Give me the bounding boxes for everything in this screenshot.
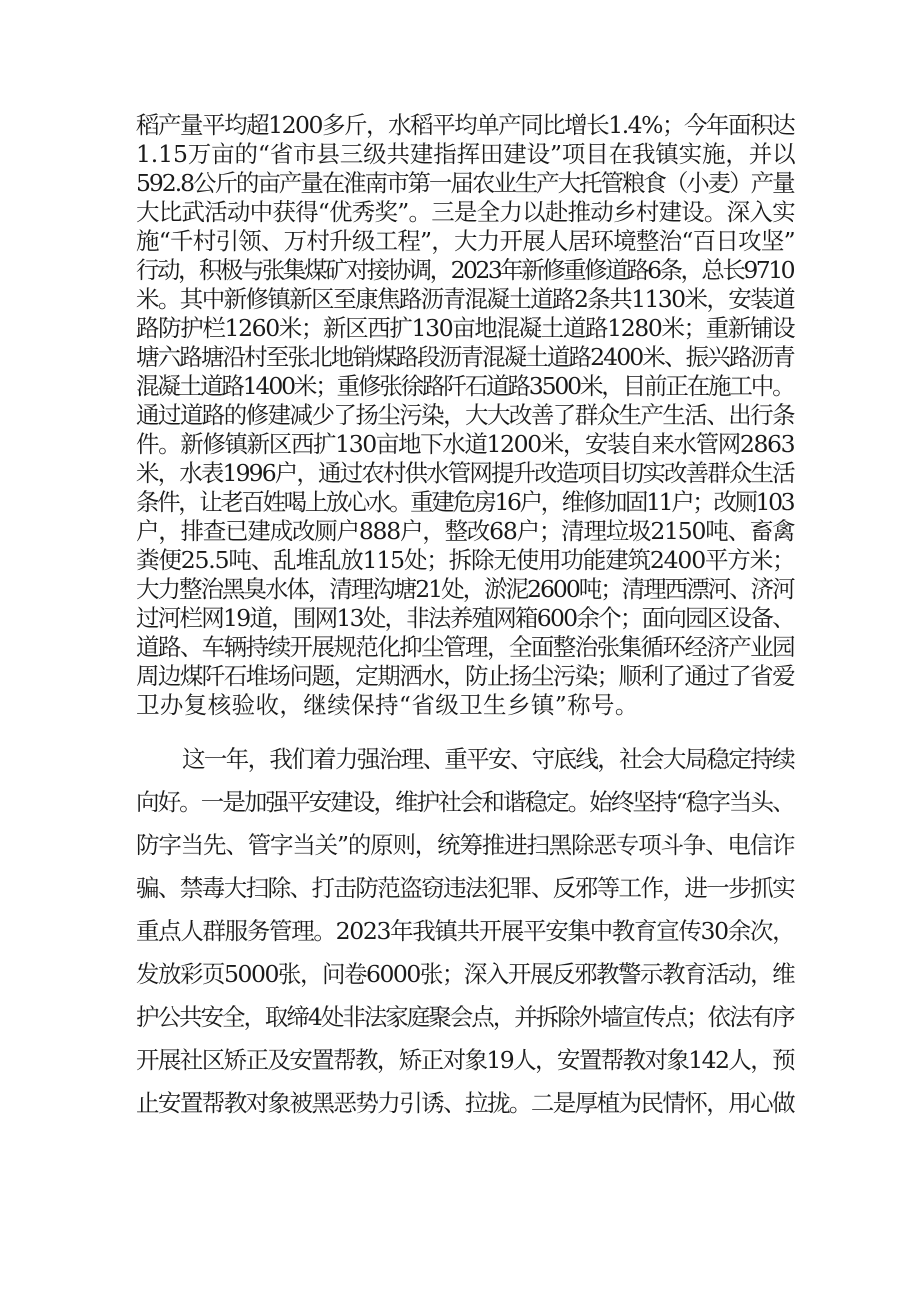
text-line: 施“千村引领、万村升级工程”，大力开展人居环境整治“百日攻坚” bbox=[136, 227, 795, 255]
text-line: 条件，让老百姓喝上放心水。重建危房16户，维修加固11户；改厕103 bbox=[136, 488, 794, 516]
text-line: 这一年，我们着力强治理、重平安、守底线，社会大局稳定持续 bbox=[182, 745, 794, 773]
text-line: 稻产量平均超1200多斤，水稻平均单产同比增长1.4%；今年面积达 bbox=[136, 111, 795, 139]
text-line: 重点人群服务管理。2023年我镇共开展平安集中教育宣传30余次， bbox=[136, 917, 795, 945]
text-line: 件。新修镇新区西扩130亩地下水道1200米，安装自来水管网2863 bbox=[136, 430, 795, 458]
text-line: 过河栏网19道，围网13处，非法养殖网箱600余个；面向园区设备、 bbox=[136, 604, 794, 632]
text-line: 开展社区矫正及安置帮教，矫正对象19人，安置帮教对象142人，预 bbox=[136, 1046, 794, 1074]
text-line: 路防护栏1260米；新区西扩130亩地混凝土道路1280米；重新铺设 bbox=[136, 314, 795, 342]
text-line: 大比武活动中获得“优秀奖”。三是全力以赴推动乡村建设。深入实 bbox=[136, 198, 795, 226]
text-line: 592.8公斤的亩产量在淮南市第一届农业生产大托管粮食（小麦）产量 bbox=[136, 169, 794, 197]
text-line: 米。其中新修镇新区至康焦路沥青混凝土道路2条共1130米，安装道 bbox=[136, 285, 794, 313]
text-line: 卫办复核验收，继续保持“省级卫生乡镇”称号。 bbox=[136, 691, 639, 719]
text-line: 行动，积极与张集煤矿对接协调，2023年新修重修道路6条，总长9710 bbox=[136, 256, 794, 284]
text-line: 向好。一是加强平安建设，维护社会和谐稳定。始终坚持“稳字当头、 bbox=[136, 788, 794, 816]
text-line: 粪便25.5吨、乱堆乱放115处；拆除无使用功能建筑2400平方米； bbox=[136, 546, 795, 574]
text-line: 止安置帮教对象被黑恶势力引诱、拉拢。二是厚植为民情怀，用心做 bbox=[136, 1089, 795, 1117]
text-line: 发放彩页5000张，问卷6000张；深入开展反邪教警示教育活动，维 bbox=[136, 960, 795, 988]
text-line: 1.15万亩的“省市县三级共建指挥田建设”项目在我镇实施，并以 bbox=[136, 140, 796, 168]
text-line: 骗、禁毒大扫除、打击防范盗窃违法犯罪、反邪等工作，进一步抓实 bbox=[136, 874, 795, 902]
text-line: 塘六路塘沿村至张北地销煤路段沥青混凝土道路2400米、振兴路沥青 bbox=[136, 343, 794, 371]
text-line: 道路、车辆持续开展规范化抑尘管理，全面整治张集循环经济产业园 bbox=[136, 633, 795, 661]
text-line: 米，水表1996户，通过农村供水管网提升改造项目切实改善群众生活 bbox=[136, 459, 794, 487]
text-line: 通过道路的修建减少了扬尘污染，大大改善了群众生产生活、出行条 bbox=[136, 401, 795, 429]
text-line: 护公共安全，取缔4处非法家庭聚会点，并拆除外墙宣传点；依法有序 bbox=[136, 1003, 794, 1031]
text-line: 户，排查已建成改厕户888户，整改68户；清理垃圾2150吨、畜禽 bbox=[136, 517, 795, 545]
text-line: 防字当先、管字当关”的原则，统筹推进扫黑除恶专项斗争、电信诈 bbox=[136, 831, 795, 859]
text-line: 周边煤阡石堆场问题，定期洒水，防止扬尘污染；顺利了通过了省爱 bbox=[136, 662, 795, 690]
text-line: 大力整治黑臭水体，清理沟塘21处，淤泥2600吨；清理西漂河、济河 bbox=[136, 575, 794, 603]
text-line: 混凝土道路1400米；重修张徐路阡石道路3500米，目前正在施工中。 bbox=[136, 372, 794, 400]
